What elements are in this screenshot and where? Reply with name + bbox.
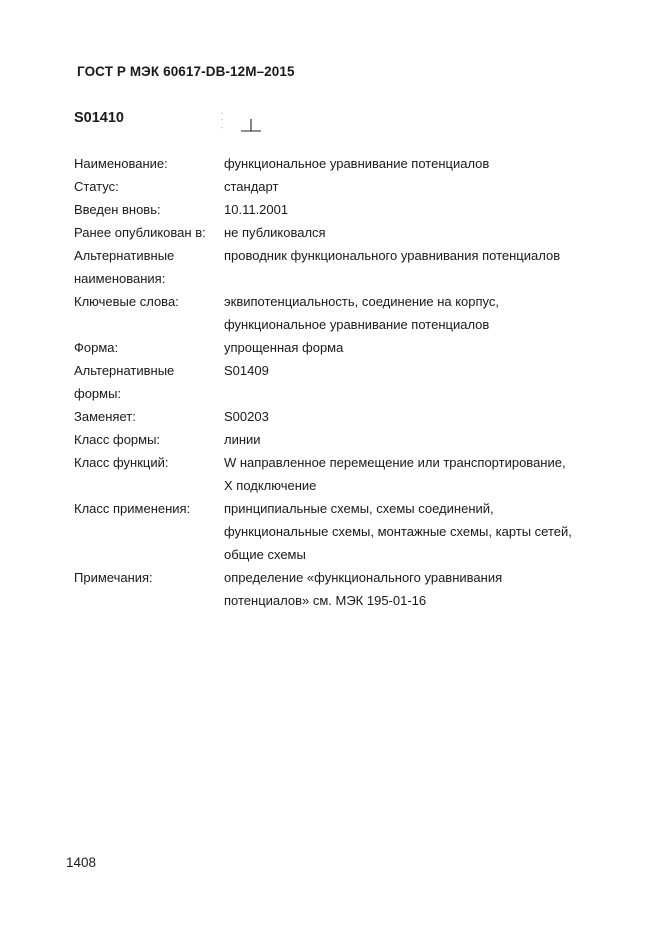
field-value-line: S00203 [224,409,269,424]
field-value-line: W направленное перемещение или транспортирование, [224,455,566,470]
field-value-line: линии [224,432,261,447]
field-value [224,221,614,244]
field-row [74,428,614,451]
field-value [224,152,614,175]
field-label-line: Ранее опубликован в: [74,225,206,240]
field-value-line: принципиальные схемы, схемы соединений, [224,501,494,516]
field-value [224,359,614,382]
field-value [224,428,614,451]
field-value [224,198,614,221]
field-row [74,221,614,244]
field-value [224,290,614,336]
field-label [74,152,224,175]
field-label [74,451,224,474]
field-label-line: Класс применения: [74,501,191,516]
field-row [74,566,614,612]
symbol-code: S01410 [74,110,124,126]
field-row [74,175,614,198]
functional-equipotential-bonding-symbol-icon [218,112,268,136]
field-label [74,290,224,313]
field-row [74,405,614,428]
field-label [74,198,224,221]
field-value-line: S01409 [224,363,269,378]
field-label-line: Наименование: [74,156,168,171]
field-value [224,244,614,267]
field-value-line: общие схемы [224,547,306,562]
symbol-properties-list [74,152,614,612]
field-label [74,428,224,451]
field-value [224,175,614,198]
field-row [74,451,614,497]
field-label-line: наименования: [74,271,166,286]
field-row [74,290,614,336]
field-label-line: Форма: [74,340,119,355]
field-value-line: X подключение [224,478,317,493]
field-value-line: функциональные схемы, монтажные схемы, карты сетей, [224,524,572,539]
field-value [224,566,614,612]
field-row [74,198,614,221]
document-header: ГОСТ Р МЭК 60617-DB-12M–2015 [77,64,295,79]
field-row [74,497,614,566]
field-row [74,336,614,359]
field-row [74,244,614,290]
field-label-line: Ключевые слова: [74,294,179,309]
field-label-line: Статус: [74,179,119,194]
field-value [224,497,614,566]
field-label-line: Заменяет: [74,409,136,424]
field-label-line: Альтернативные [74,248,175,263]
field-label [74,566,224,589]
field-label [74,359,224,405]
field-label-line: формы: [74,386,122,401]
field-value-line: функциональное уравнивание потенциалов [224,317,490,332]
field-row [74,359,614,405]
field-value-line: стандарт [224,179,279,194]
field-label-line: Примечания: [74,570,153,585]
field-label-line: Введен вновь: [74,202,161,217]
field-value-line: 10.11.2001 [224,202,289,217]
field-label [74,336,224,359]
field-label-line: Класс формы: [74,432,161,447]
field-value-line: определение «функционального уравнивания [224,570,503,585]
field-label [74,244,224,290]
page-number: 1408 [66,855,97,870]
field-label-line: Альтернативные [74,363,175,378]
field-label [74,221,224,244]
field-value-line: эквипотенциальность, соединение на корпус, [224,294,500,309]
field-value-line: проводник функционального уравнивания потенциалов [224,248,561,263]
field-label [74,497,224,520]
field-label [74,175,224,198]
field-value [224,405,614,428]
field-row [74,152,614,175]
field-value-line: потенциалов» см. МЭК 195-01-16 [224,593,427,608]
field-value-line: функциональное уравнивание потенциалов [224,156,490,171]
field-label [74,405,224,428]
field-value [224,451,614,497]
field-value [224,336,614,359]
field-value-line: не публиковался [224,225,326,240]
field-value-line: упрощенная форма [224,340,344,355]
field-label-line: Класс функций: [74,455,169,470]
